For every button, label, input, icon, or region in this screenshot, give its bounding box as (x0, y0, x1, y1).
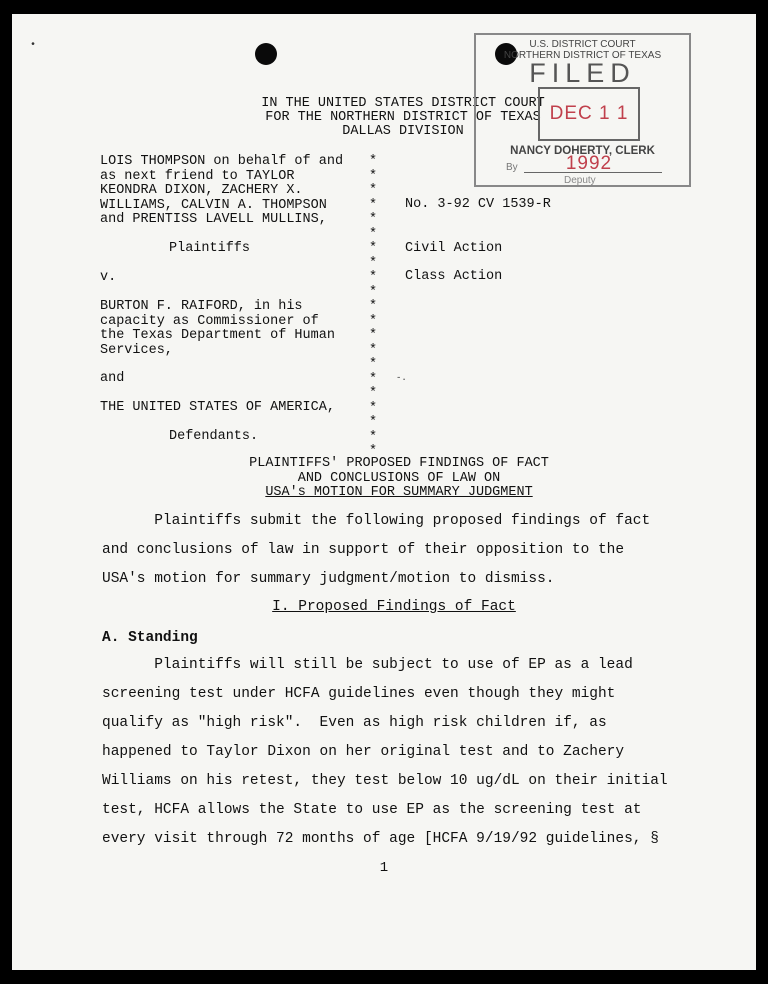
caption-star: * (369, 183, 378, 198)
caption-star: * (369, 386, 378, 401)
caption-star: * (369, 226, 378, 242)
body-line: test, HCFA allows the State to use EP as the screening test at (102, 802, 642, 818)
caption-star: * (369, 284, 378, 300)
intro-line: USA's motion for summary judgment/motion to dismiss. (102, 571, 555, 587)
defendant-line: the Texas Department of Human (100, 328, 335, 343)
intro-line: Plaintiffs submit the following proposed findings of fact (102, 513, 651, 529)
title-line1: PLAINTIFFS' PROPOSED FINDINGS OF FACT (249, 456, 549, 471)
stray-mark: -. (396, 373, 407, 383)
caption-star: * (369, 415, 378, 430)
caption-star: * (369, 270, 378, 285)
usa-defendant: THE UNITED STATES OF AMERICA, (100, 400, 335, 415)
plaintiff-line: KEONDRA DIXON, ZACHERY X. (100, 183, 303, 198)
section-heading (12, 600, 756, 615)
punch-hole (255, 43, 277, 65)
caption-star: * (369, 400, 378, 416)
body-line: happened to Taylor Dixon on her original test and to Zachery (102, 744, 625, 760)
caption-star: * (369, 197, 378, 213)
stamp-clerk: NANCY DOHERTY, CLERK (510, 145, 655, 157)
caption-star: * (369, 328, 378, 343)
court-header-line3: DALLAS DIVISION (342, 124, 464, 139)
body-line: Williams on his retest, they test below 10 ug/dL on their initial (102, 773, 668, 789)
document-page (12, 14, 756, 970)
caption-star: * (369, 299, 378, 314)
plaintiff-line: WILLIAMS, CALVIN A. THOMPSON (100, 197, 327, 213)
versus: v. (100, 270, 117, 285)
civil-action: Civil Action (405, 241, 503, 256)
court-header-line2: FOR THE NORTHERN DISTRICT OF TEXAS (265, 110, 541, 125)
caption-star: * (369, 154, 378, 169)
stamp-filed: FILED (529, 58, 636, 88)
filed-stamp (474, 33, 691, 187)
plaintiff-line: LOIS THOMPSON on behalf of and (100, 154, 344, 169)
title-line3 (12, 486, 756, 501)
body-line: Plaintiffs will still be subject to use of EP as a lead (102, 657, 633, 673)
case-number: No. 3-92 CV 1539-R (405, 197, 551, 212)
caption-star: * (369, 168, 378, 184)
caption-star: * (369, 241, 378, 256)
stamp-deputy: Deputy (564, 175, 596, 186)
plaintiffs-label: Plaintiffs (169, 241, 251, 256)
page-number: 1 (379, 860, 389, 876)
stamp-by: By (506, 162, 518, 173)
stamp-signature-line (524, 172, 662, 173)
caption-star: * (369, 444, 378, 459)
stray-mark: • (30, 40, 37, 51)
body-line: every visit through 72 months of age [HCFA 9/19/92 guidelines, § (102, 831, 659, 847)
stamp-date: DEC 1 1 1992 (538, 87, 640, 141)
intro-line: and conclusions of law in support of their opposition to the (102, 542, 625, 558)
court-header-line1: IN THE UNITED STATES DISTRICT COURT (261, 96, 545, 111)
caption-star: * (369, 371, 378, 387)
stamp-court-label: U.S. DISTRICT COURT NORTHERN DISTRICT OF TEXAS (503, 39, 662, 61)
title-underlined: USA's MOTION FOR SUMMARY JUDGMENT (265, 485, 533, 500)
caption-star: * (369, 429, 378, 445)
plaintiff-line: as next friend to TAYLOR (100, 168, 295, 184)
class-action: Class Action (405, 269, 503, 284)
caption-star: * (369, 342, 378, 358)
defendants-label: Defendants. (169, 429, 259, 444)
caption-star: * (369, 212, 378, 227)
body-line: screening test under HCFA guidelines even though they might (102, 686, 616, 702)
defendant-line: Services, (100, 342, 173, 358)
caption-star: * (369, 313, 378, 329)
caption-star: * (369, 255, 378, 271)
defendant-line: capacity as Commissioner of (100, 313, 319, 329)
and-label: and (100, 371, 125, 386)
section-heading-text: I. Proposed Findings of Fact (272, 599, 516, 615)
subsection-heading: A. Standing (102, 630, 198, 646)
title-line2: AND CONCLUSIONS OF LAW ON (297, 470, 501, 486)
plaintiff-line: and PRENTISS LAVELL MULLINS, (100, 212, 327, 227)
caption-star: * (369, 357, 378, 372)
body-line: qualify as "high risk". Even as high risk children if, as (102, 715, 607, 731)
defendant-line: BURTON F. RAIFORD, in his (100, 299, 303, 314)
